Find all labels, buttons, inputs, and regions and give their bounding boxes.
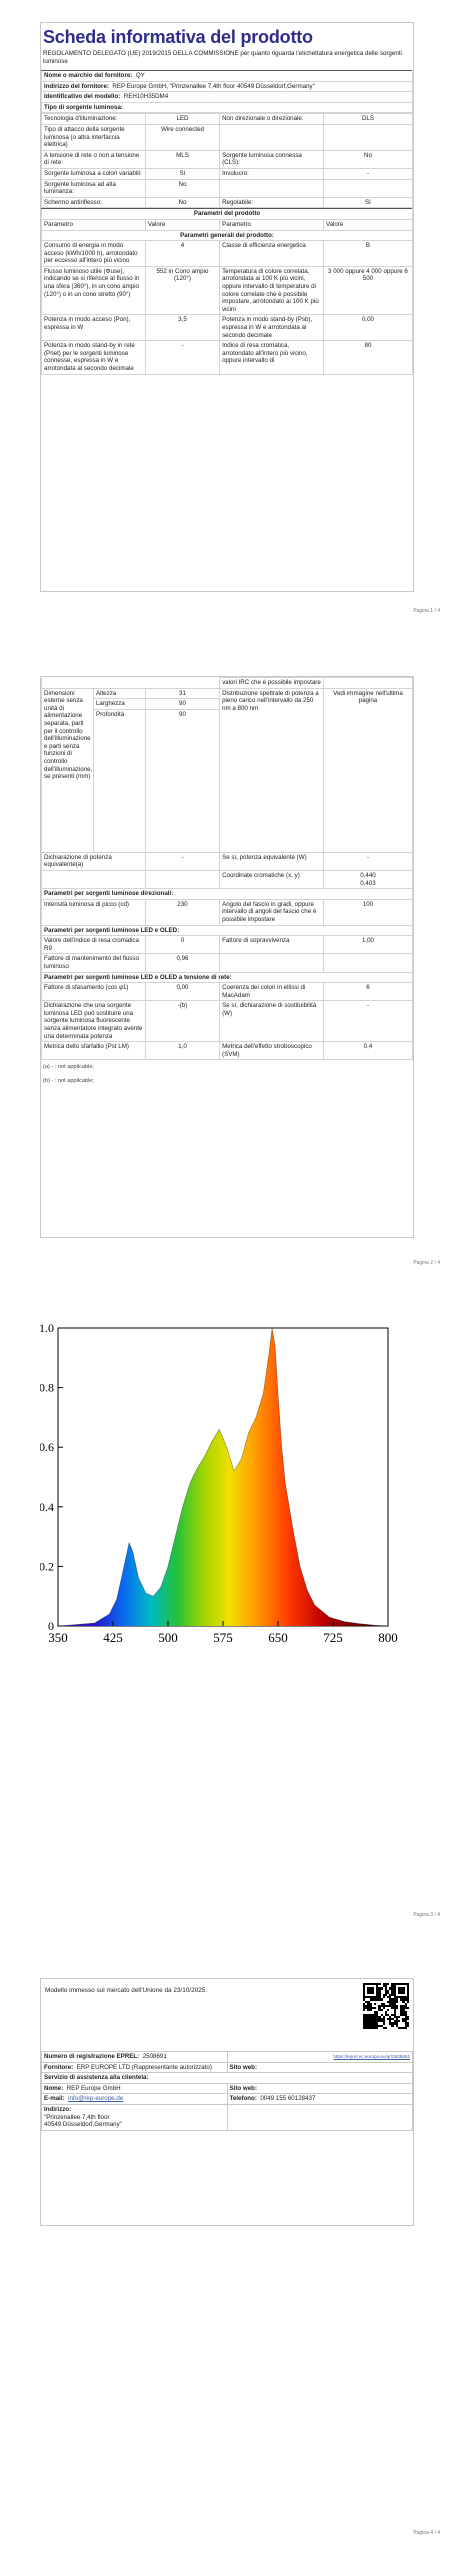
general-params-title: Parametri generali del prodotto: (42, 230, 413, 241)
y-tick-label: 1.0 (40, 1321, 54, 1335)
address-label: Indirizzo del fornitore: (44, 82, 109, 90)
type-row-2-c: Sorgente luminosa connessa (CLS): (220, 150, 324, 168)
displacement-value: 0,00 (145, 983, 219, 1001)
type-row-1-c (220, 124, 324, 150)
flicker-value: 1,0 (145, 1042, 219, 1060)
addr-label: Indirizzo: (44, 2105, 72, 2113)
addr-line-2: 40549 Düsseldorf,Germany" (44, 2121, 122, 2129)
y-tick-label: 0 (48, 1619, 54, 1633)
type-row-3-c: Involucro: (220, 168, 324, 179)
page-4 (40, 1978, 414, 2226)
spectral-label: Distribuzione spettrale di potenza a pieno carico nell'intervallo da 250 nm a 800 nm (220, 688, 324, 852)
type-row-0-d: DLS (323, 114, 412, 125)
param-row-1-d: 3 000 oppure 4 000 oppure 6 500 (323, 266, 412, 315)
type-row-4-b: No (145, 179, 219, 197)
lumen-maint-value: 0,96 (145, 954, 219, 972)
spectral-value: Vedi immagine nell'ultima pagina (323, 688, 412, 852)
market-intro: Modello immesso sul mercato dell'Unione da 23/10/2025. (45, 1987, 208, 1994)
supplier-table (41, 70, 413, 113)
param-row-3-a: Potenza in modo stand-by in rete (Pnet) per le sorgenti luminose connesse, espressa in W e arrotondata al secondo decimale (42, 341, 146, 374)
type-row-0-a: Tecnologia d'illuminazione: (42, 114, 146, 125)
p4-supplier-label: Fornitore: (44, 2063, 74, 2071)
dim-depth-value: 90 (145, 709, 219, 852)
param-row-1-c: Temperatura di colore correlata, arrotondata ai 100 K più vicini, oppure intervallo di temperature di colore correlate che è possibile impostare, arrotondato ai 100 K più vicini (220, 266, 324, 315)
peak-intensity-value: 230 (145, 899, 219, 925)
page4-table (41, 2051, 413, 2131)
spectrum-chart (40, 1310, 412, 1660)
dim-width-value: 90 (145, 699, 219, 710)
dim-height-label: Altezza (93, 688, 145, 699)
qr-code-icon (363, 1983, 409, 2029)
type-table (41, 113, 413, 208)
led-title: Parametri per sorgenti luminose LED e OLED: (42, 925, 413, 936)
type-row-0-c: Non direzionale o direzionale: (220, 114, 324, 125)
type-row-5-b: No (145, 197, 219, 208)
param-row-2-b: 3,5 (145, 315, 219, 341)
footnote-a: (a) - : not applicable; (43, 1064, 94, 1071)
name-label: Nome: (44, 2084, 64, 2092)
type-row-1-d (323, 124, 412, 150)
x-tick-label: 725 (323, 1630, 343, 1645)
param-row-2-d: 0,00 (323, 315, 412, 341)
param-row-2-c: Potenza in modo stand-by (Psb), espressa in W e arrotondata al secondo decimale (220, 315, 324, 341)
col-param-1: Parametro (42, 219, 146, 230)
x-tick-label: 425 (103, 1630, 123, 1645)
mls-title: Parametri per sorgenti luminose LED e OLED a tensione di rete: (42, 972, 413, 983)
stroboscopic-label: Metrica dell'effetto stroboscopico (SVM) (220, 1042, 324, 1060)
equiv-power-label: Dichiarazione di potenza equivalente(a) (42, 852, 146, 870)
y-tick-label: 0.2 (40, 1559, 54, 1574)
params-table (41, 208, 413, 374)
type-row-4-a: Sorgente luminosa ad alta luminanza: (42, 179, 146, 197)
param-row-3-b: - (145, 341, 219, 374)
type-row-1-b: Wire connected (145, 124, 219, 150)
replace-w-label: Se sì, dichiarazione di sostituibilità (W) (220, 1001, 324, 1042)
dim-width-label: Larghezza (93, 699, 145, 710)
dim-depth-label: Profondità (93, 709, 145, 852)
page-number-2: Pagina 2 / 4 (413, 1260, 440, 1266)
peak-intensity-label: Intensità luminosa di picco (cd) (42, 899, 146, 925)
x-tick-label: 650 (268, 1630, 288, 1645)
directional-title: Parametri per sorgenti luminose direzionali: (42, 889, 413, 900)
type-row-0-b: LED (145, 114, 219, 125)
page-1 (40, 22, 414, 592)
page-number-1: Pagina 1 / 4 (413, 608, 440, 614)
type-row-5-a: Schermo antiriflesso: (42, 197, 146, 208)
param-row-0-d: B (323, 241, 412, 267)
chromaticity-value: 0,440 0,403 (323, 870, 412, 888)
stroboscopic-value: 0,4 (323, 1042, 412, 1060)
type-row-3-a: Sorgente luminosa a colori variabili: (42, 168, 146, 179)
equiv-power-w-label: Se sì, potenza equivalente (W) (220, 852, 324, 870)
irc-continuation: valori IRC che è possibile impostare (220, 678, 324, 689)
spectrum-chart-svg (40, 1310, 412, 1660)
dim-height-value: 31 (145, 688, 219, 699)
equiv-power-w-value: - (323, 852, 412, 870)
type-row-5-d: Sì (323, 197, 412, 208)
displacement-label: Fattore di sfasamento (cos φ1) (42, 983, 146, 1001)
type-row-3-b: Sì (145, 168, 219, 179)
eprel-value: 2508691 (142, 2053, 167, 2060)
r9-label: Valore dell'indice di resa cromatica R9 (42, 936, 146, 954)
dimensions-label: Dimensioni esterne senza unità di alimentazione separata, parti per il controllo dell'illuminazione e parti senza funzioni di controllo dell'illuminazione, se presenti (mm) (42, 688, 94, 852)
page-number-3: Pagina 3 / 4 (413, 1912, 440, 1918)
page-2 (40, 676, 414, 1238)
replace-value: -(b) (145, 1001, 219, 1042)
email-label: E-mail: (44, 2095, 65, 2103)
address-value: REP Europe GmbH, "Prinzenallee 7,4th floor 40549 Düsseldorf,Germany" (112, 82, 315, 90)
supplier-value: QY (135, 72, 145, 79)
param-row-0-c: Classe di efficienza energetica (220, 241, 324, 267)
type-row-4-c (220, 179, 324, 197)
param-row-3-c: Indice di resa cromatica, arrotondato all'intero più vicino, oppure intervallo di (220, 341, 324, 374)
type-row-3-d: - (323, 168, 412, 179)
site2-label: Sito web: (229, 2084, 257, 2092)
param-row-0-b: 4 (145, 241, 219, 267)
macadam-label: Coerenza dei colori in ellissi di MacAdam (220, 983, 324, 1001)
chromaticity-label: Coordinate cromatiche (x, y) (220, 870, 324, 888)
beam-angle-value: 100 (323, 899, 412, 925)
email-link[interactable]: info@rep-europe.de (68, 2095, 124, 2103)
param-row-2-a: Potenza in modo acceso (Pon), espressa in W (42, 315, 146, 341)
r9-value: 0 (145, 936, 219, 954)
col-value-1: Valore (145, 219, 219, 230)
assist-title: Servizio di assistenza alla clientela: (44, 2074, 149, 2082)
replace-label: Dichiarazione che una sorgente luminosa LED può sostituire una sorgente luminosa fluorescente senza alimentatore integrato avente una determinata potenza (42, 1001, 146, 1042)
x-tick-label: 500 (158, 1630, 178, 1645)
survival-label: Fattore di sopravvivenza (220, 936, 324, 954)
param-row-1-a: Flusso luminoso utile (Φuse), indicando se si riferisce al flusso in una sfera (360°), in un cono ampio (120°) o in un cono stretto (90°) (42, 266, 146, 315)
replace-w-value: - (323, 1001, 412, 1042)
equiv-power-value: - (145, 852, 219, 870)
footnote-b: (b) - : not applicable; (43, 1078, 94, 1085)
type-row-2-b: MLS (145, 150, 219, 168)
document-subtitle: REGOLAMENTO DELEGATO (UE) 2019/2015 DELLA COMMISSIONE per quanto riguarda l'etichettatura energetica delle sorgenti luminose (43, 50, 402, 65)
page2-table (41, 677, 413, 1060)
supplier-label: Nome o marchio del fornitore: (44, 72, 133, 79)
type-row-1-a: Tipo di attacco della sorgente luminosa (o altra interfaccia elettrica) (42, 124, 146, 150)
phone-label: Telefono: (229, 2095, 257, 2103)
x-tick-label: 350 (48, 1630, 68, 1645)
page-number-4: Pagina 4 / 4 (413, 2530, 440, 2536)
params-section-title: Parametri del prodotto (42, 209, 413, 220)
survival-value: 1,00 (323, 936, 412, 954)
type-row-4-d (323, 179, 412, 197)
param-row-0-a: Consumo di energia in modo acceso (kWh/1000 h), arrotondato per eccesso all'intero più vicino (42, 241, 146, 267)
type-label: Tipo di sorgente luminosa: (44, 103, 123, 111)
document-title: Scheda informativa del prodotto (43, 27, 313, 47)
y-tick-label: 0.6 (40, 1440, 54, 1455)
eprel-link[interactable]: https://eprel.ec.europa.eu/qr/2508691 (333, 2054, 410, 2059)
x-tick-label: 575 (213, 1630, 233, 1645)
col-value-2: Valore (323, 219, 412, 230)
x-tick-label: 800 (378, 1630, 398, 1645)
param-row-1-b: 552 in Cono ampio (120°) (145, 266, 219, 315)
lumen-maint-label: Fattore di mantenimento del flusso luminoso (42, 954, 146, 972)
name-value: REP Europe GmbH (66, 2084, 121, 2092)
site-label: Sito web: (229, 2063, 257, 2071)
y-tick-label: 0.4 (40, 1499, 54, 1514)
macadam-value: 6 (323, 983, 412, 1001)
p4-supplier-value: ERP EUROPE LTD (Rappresentante autorizzato) (76, 2063, 212, 2071)
type-row-2-a: A tensione di rete o non a tensione di rete: (42, 150, 146, 168)
flicker-label: Metrica dello sfarfallio (Pst LM) (42, 1042, 146, 1060)
col-param-2: Parametro (220, 219, 324, 230)
y-tick-label: 0.8 (40, 1380, 54, 1395)
param-row-3-d: 80 (323, 341, 412, 374)
beam-angle-label: Angolo del fascio in gradi, oppure intervallo di angoli del fascio che è possibile impostare (220, 899, 324, 925)
model-value: REH10H35DM4 (123, 93, 169, 101)
type-row-2-d: No (323, 150, 412, 168)
model-label: Identificativo del modello: (44, 93, 121, 101)
eprel-label: Numero di registrazione EPREL: (44, 2053, 140, 2060)
addr-line-1: "Prinzenallee 7,4th floor (44, 2113, 110, 2121)
type-row-5-c: Regolabile: (220, 197, 324, 208)
phone-value: 0049 155 60128437 (260, 2095, 316, 2103)
